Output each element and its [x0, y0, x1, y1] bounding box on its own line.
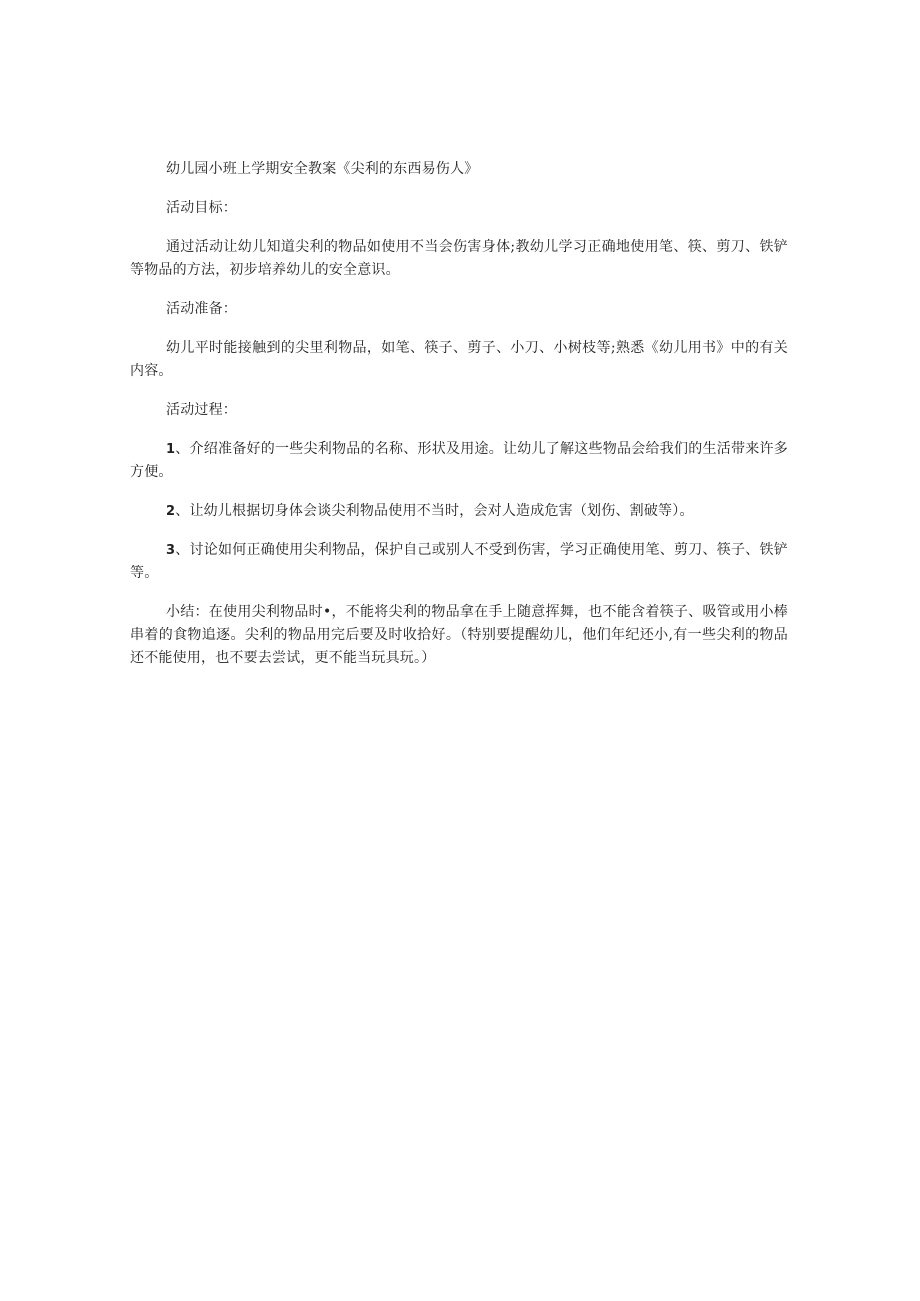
step-text: 、介绍准备好的一些尖利物品的名称、形状及用途。让幼儿了解这些物品会给我们的生活带来许多方便。 [130, 441, 788, 480]
process-heading: 活动过程： [166, 402, 237, 418]
process-step-3 [130, 539, 788, 585]
step-text: 、讨论如何正确使用尖利物品，保护自己或别人不受到伤害，学习正确使用笔、剪刀、筷子、铁铲等。 [130, 542, 788, 581]
prep-paragraph: 幼儿平时能接触到的尖里利物品，如笔、筷子、剪子、小刀、小树枝等;熟悉《幼儿用书》中的有关内容。 [130, 340, 788, 379]
process-step-2 [130, 500, 788, 523]
step-text: 、让幼儿根据切身体会谈尖利物品使用不当时，会对人造成危害（划伤、割破等）。 [175, 503, 694, 519]
goal-paragraph: 通过活动让幼儿知道尖利的物品如使用不当会伤害身体;教幼儿学习正确地使用笔、筷、剪刀、铁铲等物品的方法，初步培养幼儿的安全意识。 [130, 239, 788, 278]
step-number: 2 [166, 504, 176, 519]
document-title: 幼儿园小班上学期安全教案《尖利的东西易伤人》 [166, 161, 479, 177]
step-number: 1 [166, 442, 176, 457]
goal-heading: 活动目标： [166, 200, 237, 216]
prep-heading: 活动准备： [166, 301, 237, 317]
summary-paragraph: 小结：在使用尖利物品时•，不能将尖利的物品拿在手上随意挥舞，也不能含着筷子、吸管或用小棒串着的食物追逐。尖利的物品用完后要及时收拾好。（特别要提醒幼儿，他们年纪还小,有一些尖利的物品还不能使用，也不要去尝试，更不能当玩具玩。） [130, 604, 788, 666]
process-step-1 [130, 438, 788, 484]
step-number: 3 [166, 543, 176, 558]
document-page [130, 158, 788, 686]
